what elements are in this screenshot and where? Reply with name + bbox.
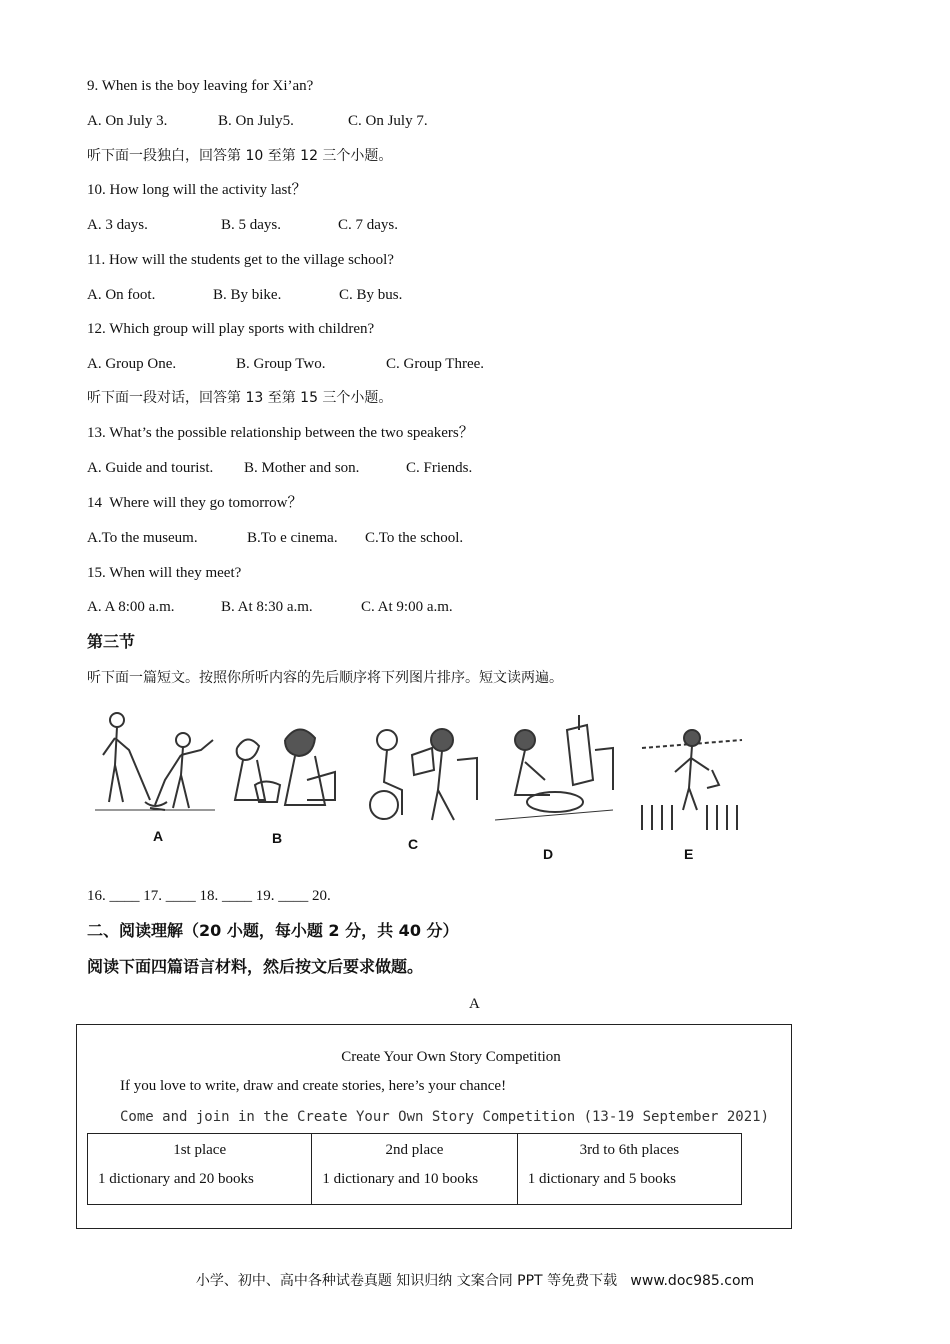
question-14: 14 Where will they go tomorrow？ xyxy=(87,495,303,511)
picture-e-farming-illustration xyxy=(637,710,747,835)
picture-d-label: D xyxy=(543,846,554,862)
prize-reward: 1 dictionary and 10 books xyxy=(322,1171,479,1187)
option-13a: A. Guide and tourist. xyxy=(87,460,214,476)
question-9: 9. When is the boy leaving for Xi’an? xyxy=(87,78,314,94)
picture-a-sweeping-illustration xyxy=(95,710,220,825)
prize-reward: 1 dictionary and 20 books xyxy=(98,1171,254,1187)
section-note-monologue: 听下面一段独白，回答第 10 至第 12 三个小题。 xyxy=(87,148,393,164)
option-10b: B. 5 days. xyxy=(221,217,281,233)
section-note-dialogue: 听下面一段对话，回答第 13 至第 15 三个小题。 xyxy=(87,390,393,406)
notice-title: Create Your Own Story Competition xyxy=(341,1049,561,1065)
picture-b-label: B xyxy=(272,830,283,846)
prize-place: 3rd to 6th places xyxy=(579,1142,680,1158)
prize-reward: 1 dictionary and 5 books xyxy=(527,1171,676,1187)
option-11c: C. By bus. xyxy=(339,287,403,303)
picture-d-cooking-illustration xyxy=(495,710,615,830)
option-9a: A. On July 3. xyxy=(87,113,168,129)
option-9b: B. On July5. xyxy=(218,113,294,129)
option-13c: C. Friends. xyxy=(406,460,473,476)
picture-a-label: A xyxy=(153,828,164,844)
prize-cell-2nd xyxy=(312,1134,517,1204)
answer-blanks: 16. ____ 17. ____ 18. ____ 19. ____ 20. xyxy=(87,888,331,904)
question-10: 10. How long will the activity last？ xyxy=(87,182,307,198)
option-12b: B. Group Two. xyxy=(236,356,326,372)
option-12c: C. Group Three. xyxy=(386,356,485,372)
option-15a: A. A 8:00 a.m. xyxy=(87,599,175,615)
picture-c-label: C xyxy=(408,836,419,852)
picture-c-reading-illustration xyxy=(362,710,482,830)
notice-line1: If you love to write, draw and create stories, here’s your chance! xyxy=(120,1078,507,1094)
section3-instruction: 听下面一篇短文。按照你所听内容的先后顺序将下列图片排序。短文读两遍。 xyxy=(87,670,563,686)
question-11: 11. How will the students get to the village school? xyxy=(87,252,394,268)
section3-title: 第三节 xyxy=(87,632,136,651)
option-15b: B. At 8:30 a.m. xyxy=(221,599,313,615)
prize-place: 2nd place xyxy=(385,1142,444,1158)
option-10a: A. 3 days. xyxy=(87,217,148,233)
option-11b: B. By bike. xyxy=(213,287,282,303)
prize-cell-1st xyxy=(88,1134,312,1204)
question-13: 13. What’s the possible relationship between the two speakers？ xyxy=(87,425,474,441)
question-12: 12. Which group will play sports with children? xyxy=(87,321,375,337)
option-13b: B. Mother and son. xyxy=(244,460,360,476)
picture-b-washing-illustration xyxy=(225,710,340,825)
option-14b: B.To e cinema. xyxy=(247,530,338,546)
option-11a: A. On foot. xyxy=(87,287,156,303)
part2-title: 二、阅读理解（20 小题，每小题 2 分，共 40 分） xyxy=(87,921,459,940)
option-15c: C. At 9:00 a.m. xyxy=(361,599,453,615)
passage-label: A xyxy=(469,996,480,1012)
option-10c: C. 7 days. xyxy=(338,217,398,233)
notice-line2: Come and join in the Create Your Own Story Competition (13-19 September 2021) xyxy=(120,1109,770,1125)
footer: 小学、初中、高中各种试卷真题 知识归纳 文案合同 PPT 等免费下载 www.doc985.com xyxy=(195,1273,755,1289)
picture-e-label: E xyxy=(684,846,694,862)
option-9c: C. On July 7. xyxy=(348,113,428,129)
option-14c: C.To the school. xyxy=(365,530,464,546)
option-14a: A.To the museum. xyxy=(87,530,198,546)
option-12a: A. Group One. xyxy=(87,356,177,372)
prize-place: 1st place xyxy=(173,1142,227,1158)
prize-cell-3rd-6th xyxy=(518,1134,741,1204)
part2-instruction: 阅读下面四篇语言材料，然后按文后要求做题。 xyxy=(87,957,424,976)
question-15: 15. When will they meet? xyxy=(87,565,242,581)
prize-table xyxy=(87,1133,742,1205)
